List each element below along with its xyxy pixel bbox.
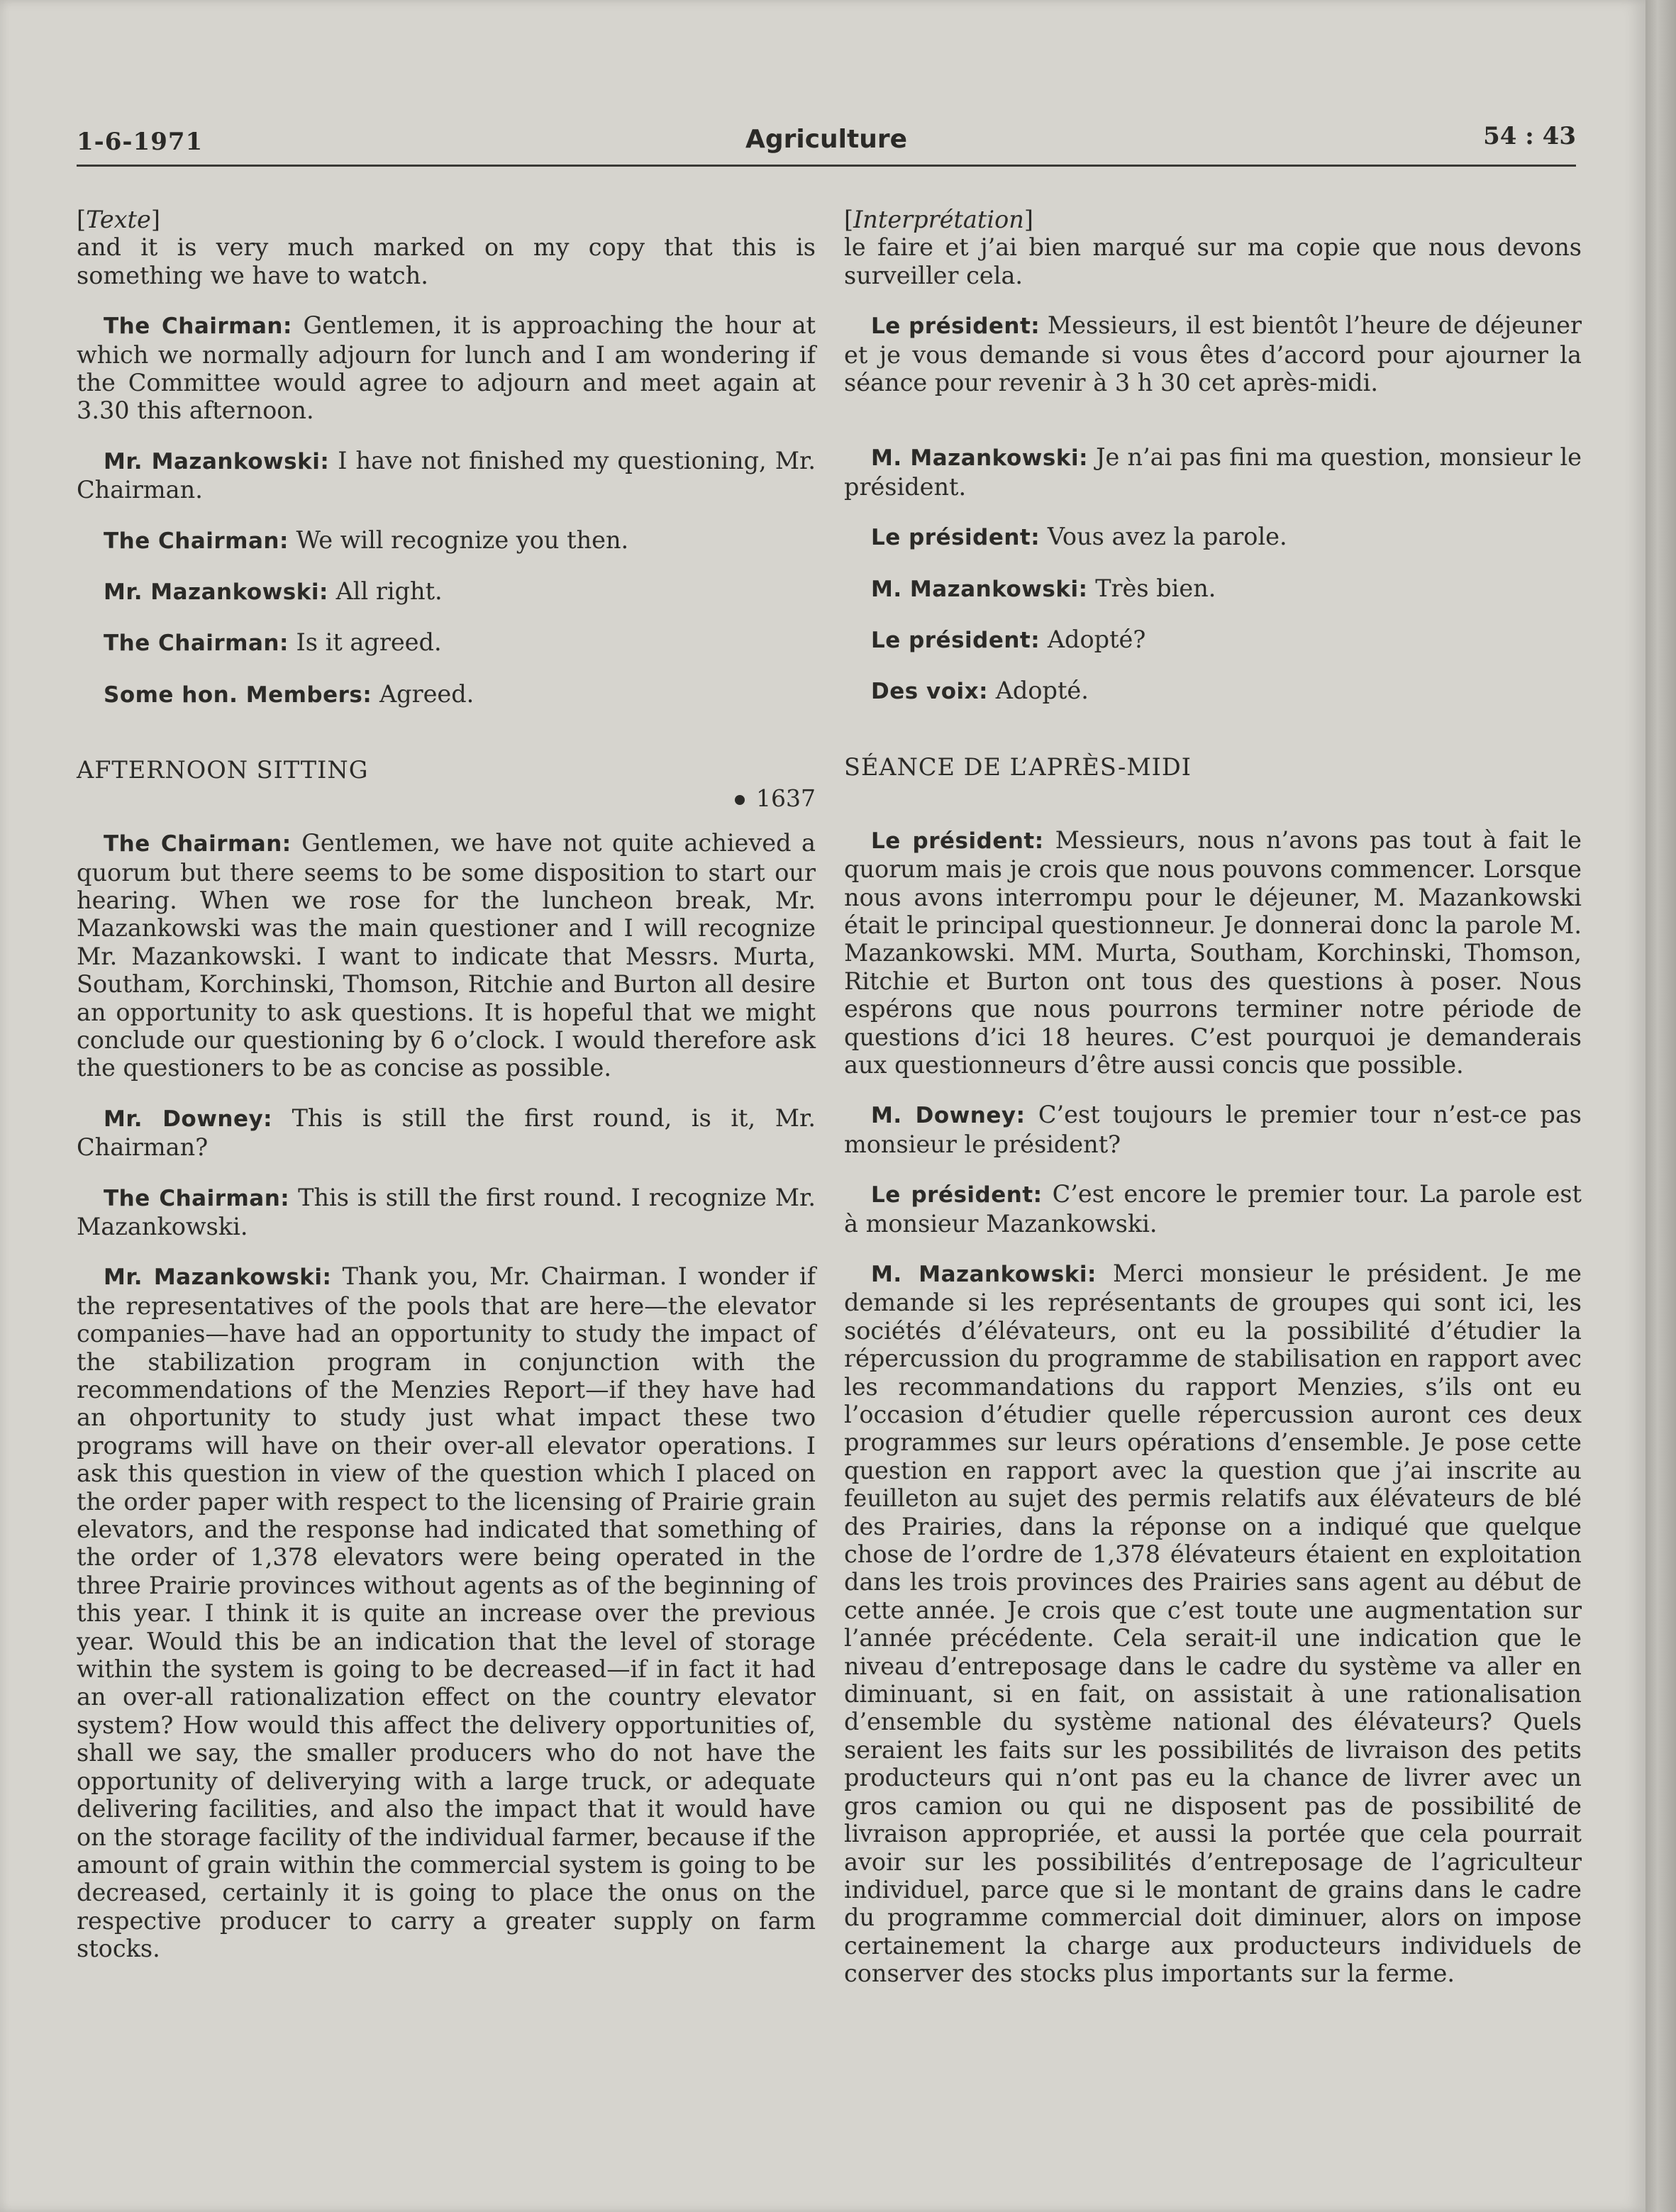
header-page-number: 54 : 43 — [1483, 122, 1576, 150]
speaker-name: Des voix: — [871, 679, 989, 705]
speech-text: Gentlemen, it is approaching the hour at which we normally adjourn for lunch and I am wondering if the Committee would agree to adjourn and meet again at 3.30 this afternoon. — [77, 311, 816, 425]
speaker-name: Le président: — [871, 313, 1040, 340]
header-section-title: Agriculture — [745, 125, 908, 154]
speech-text: Vous avez la parole. — [1047, 523, 1287, 551]
page-header — [77, 121, 1576, 166]
speech-text: This is still the first round. I recognize Mr. Mazankowski. — [77, 1183, 816, 1240]
speech-text: Gentlemen, we have not quite achieved a quorum but there seems to be some disposition to start our hearing. When we rose for the luncheon break, Mr. Mazankowski was the main questioner and I will recognize Mr. Mazankowski. I want to indicate that Messrs. Murta, Southam, Korchinski, Thomson, Ritchie and Burton all desire an opportunity to ask questions. It is hopeful that we might conclude our questioning by 6 o’clock. I would therefore ask the questioners to be as concise as possible. — [77, 829, 816, 1082]
speech-turn — [844, 311, 1582, 396]
continuation-paragraph: le faire et j’ai bien marqué sur ma copie que nous devons surveiller cela. — [844, 233, 1582, 289]
text-marker: [Texte] — [77, 206, 160, 233]
speech-text: Adopté? — [1047, 626, 1146, 654]
header-rule — [77, 165, 1576, 167]
french-column — [844, 206, 1582, 2010]
spacer — [844, 418, 1582, 443]
speaker-name: Some hon. Members: — [104, 682, 372, 708]
english-column — [77, 206, 816, 1985]
speaker-name: M. Mazankowski: — [871, 1261, 1097, 1287]
speech-text: Je n’ai pas fini ma question, monsieur le président. — [844, 443, 1582, 501]
speech-turn — [844, 523, 1582, 552]
speech-text: Adopté. — [995, 677, 1089, 705]
speaker-name: M. Downey: — [871, 1103, 1026, 1129]
speaker-name: The Chairman: — [104, 831, 292, 857]
header-date: 1-6-1971 — [77, 128, 204, 156]
speech-text: We will recognize you then. — [296, 526, 629, 554]
sitting-heading: SÉANCE DE L’APRÈS-MIDI — [844, 752, 1192, 781]
speech-text: Thank you, Mr. Chairman. I wonder if the representatives of the pools that are here—the elevator companies—have had an opportunity to study the impact of the stabilization program in conjunction with the recommendations of the Menzies Report—if they have had an ohportunity to study just what impact these two programs will have on their over-all elevator operations. I ask this question in view of the question which I placed on the order paper with respect to the licensing of Prairie grain elevators, and the response had indicated that something of the order of 1,378 elevators were being operated in the three Prairie provinces without agents as of the beginning of this year. I think it is quite an increase over the previous year. Would this be an indication that the level of storage within the system is going to be decreased—if in fact it had an over-all rationalization effect on the country elevator system? How would this affect the delivery opportunities of, shall we say, the smaller producers who do not have the opportunity of deliverying with a large truck, or adequate delivering facilities, and also the impact that it would have on the storage facility of the individual farmer, because if the amount of grain within the commercial system is going to be decreased, certainly it is going to place the onus on the respective producer to carry a greater supply on farm stocks. — [77, 1262, 816, 1963]
speaker-name: Mr. Mazankowski: — [104, 1265, 332, 1291]
speech-text: Très bien. — [1095, 574, 1216, 602]
speaker-name: Le président: — [871, 628, 1040, 654]
speaker-name: M. Mazankowski: — [871, 445, 1088, 472]
speech-turn — [844, 1180, 1582, 1238]
speaker-name: Le président: — [871, 525, 1040, 551]
speech-turn — [77, 1184, 816, 1241]
speech-turn — [844, 1260, 1582, 1988]
speaker-name: Le président: — [871, 828, 1044, 854]
speech-turn — [844, 826, 1582, 1079]
speech-text: This is still the first round, is it, Mr. Chairman? — [77, 1104, 816, 1162]
text-marker: [Interprétation] — [844, 206, 1033, 233]
speech-turn — [77, 1104, 816, 1162]
speech-turn — [844, 1101, 1582, 1158]
speaker-name: Mr. Downey: — [104, 1106, 273, 1132]
speech-text: C’est encore le premier tour. La parole est à monsieur Mazankowski. — [844, 1180, 1582, 1238]
speech-text: C’est toujours le premier tour n’est-ce pas monsieur le président? — [844, 1101, 1582, 1158]
bullet-icon — [735, 795, 745, 805]
speech-turn — [77, 447, 816, 504]
speech-text: Agreed. — [379, 679, 475, 708]
speech-turn — [77, 829, 816, 1082]
speech-turn — [77, 628, 816, 657]
speech-turn — [77, 311, 816, 425]
speech-text: Messieurs, nous n’avons pas tout à fait le quorum mais je crois que nous pouvons commencer. Lorsque nous avons interrompu pour le déjeuner, M. Mazankowski était le principal questionneur. Je donnerai donc la parole M. Mazankowski. MM. Murta, Southam, Korchinski, Thomson, Ritchie et Burton ont tous des questions à poser. Nous espérons que nous pourrons terminer notre période de questions d’ici 18 heures. C’est pourquoi je demanderais aux questionneurs d’être aussi concis que possible. — [844, 826, 1582, 1079]
time-value: 1637 — [756, 784, 816, 812]
speech-turn — [844, 677, 1582, 706]
speech-turn — [77, 1262, 816, 1962]
speech-text: I have not finished my questioning, Mr. Chairman. — [77, 446, 816, 504]
text-marker-label: Texte — [86, 206, 151, 233]
speaker-name: Mr. Mazankowski: — [104, 448, 330, 474]
speaker-name: M. Mazankowski: — [871, 576, 1088, 602]
speaker-name: The Chairman: — [104, 1185, 290, 1211]
time-marker — [77, 784, 816, 812]
speech-turn — [77, 680, 816, 709]
speech-turn — [844, 443, 1582, 501]
continuation-paragraph: and it is very much marked on my copy that this is something we have to watch. — [77, 233, 816, 289]
speaker-name: Mr. Mazankowski: — [104, 579, 328, 606]
speech-text: Merci monsieur le président. Je me demande si les représentants de groupes qui sont ici, les sociétés d’élévateurs, ont eu la possibilité d’étudier la répercussion du programme de stabilisation en rapport avec les recommandations du rapport Menzies, s’ils ont eu l’occasion d’étudier quelle répercussion auront ces deux programmes sur leurs opérations d’ensemble. Je pose cette question en rapport avec la question que j’ai inscrite au feuilleton au sujet des permis relatifs aux élévateurs de blé des Prairies, dans la réponse on a indiqué que quelque chose de l’ordre de 1,378 élévateurs étaient en exploitation dans les trois provinces des Prairies sans agent au début de cette année. Je crois que c’est toute une augmentation sur l’année précédente. Cela serait-il une indication que le niveau d’entreposage dans le cadre du système va aller en diminuant, si en fait, on assistait à une rationalisation d’ensemble du système national des élévateurs? Quels seraient les faits sur les possibilités de livraison des petits producteurs qui n’ont pas eu la chance de livrer avec un gros camion ou qui ne disposent pas de possibilité de livraison appropriée, et aussi la portée que cela pourrait avoir sur les possibilités d’entreposage de l’agriculteur individuel, parce que si le montant de grains dans le cadre du programme commercial doit diminuer, alors on impose certainement la charge aux producteurs individuels de conserver des stocks plus importants sur la ferme. — [844, 1259, 1582, 1988]
speaker-name: Le président: — [871, 1182, 1043, 1208]
page-edge — [1646, 0, 1676, 2212]
speech-turn — [844, 626, 1582, 655]
sitting-heading: AFTERNOON SITTING — [77, 756, 369, 784]
speaker-name: The Chairman: — [104, 630, 289, 657]
text-marker-label: Interprétation — [853, 206, 1024, 233]
speaker-name: The Chairman: — [104, 313, 292, 340]
speech-text: Messieurs, il est bientôt l’heure de déjeuner et je vous demande si vous êtes d’accord pour ajourner la séance pour revenir à 3 h 30 cet après-midi. — [844, 311, 1582, 397]
speech-text: All right. — [335, 577, 443, 606]
speech-turn — [844, 574, 1582, 604]
speech-turn — [77, 577, 816, 606]
speech-text: Is it agreed. — [296, 628, 442, 657]
speaker-name: The Chairman: — [104, 528, 289, 554]
speech-turn — [77, 526, 816, 555]
